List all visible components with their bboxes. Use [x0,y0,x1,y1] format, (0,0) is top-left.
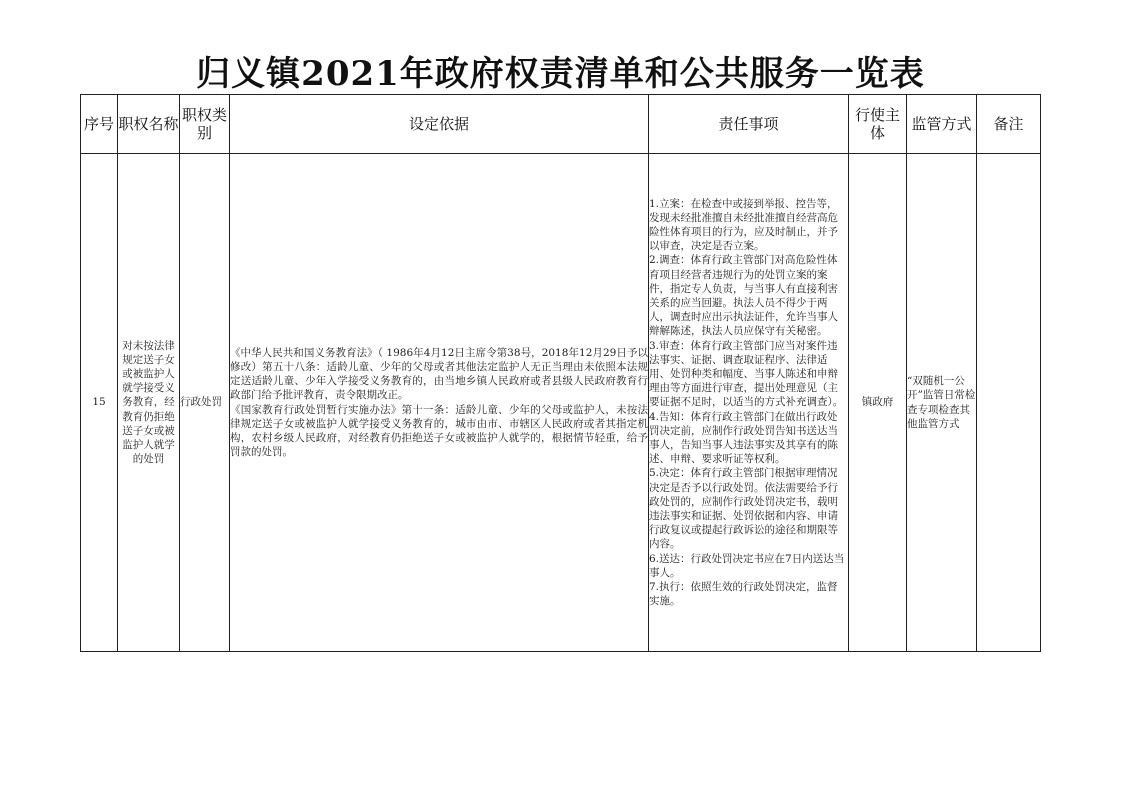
header-remark: 备注 [977,95,1041,154]
table-row [81,154,1041,652]
header-supervision: 监管方式 [907,95,977,154]
page-title: 归义镇2021年政府权责清单和公共服务一览表 [196,54,925,94]
responsibility-item: 1.立案：在检查中或接到举报、控告等，发现未经批准擅自未经批准擅自经营高危险性体育项目的行为，应及时制止，并予以审查，决定是否立案。 [649,197,838,253]
basis-paragraph: 《中华人民共和国义务教育法》（ 1986年4月12日主席令第38号，2018年12月29日予以修改）第五十八条：适龄儿童、少年的父母或者其他法定监护人无正当理由未依照本法规定送适龄儿童、少年入学接受义务教育的，由当地乡镇人民政府或者县级人民政府教育行政部门给予批评教育，责令限期改正。 [230,346,648,402]
cell-remark [977,154,1041,652]
header-name: 职权名称 [118,95,180,154]
responsibility-item: 4.告知：体育行政主管部门在做出行政处罚决定前，应制作行政处罚告知书送达当事人，告知当事人违法事实及其享有的陈述、申辩、要求听证等权利。 [649,410,838,466]
responsibility-item: 5.决定：体育行政主管部门根据审理情况决定是否予以行政处罚。依法需要给予行政处罚的，应制作行政处罚决定书，载明违法事实和证据、处罚依据和内容、申请行政复议或提起行政诉讼的途径和期限等内容。 [649,467,838,551]
cell-responsibility [649,154,849,652]
responsibility-item: 3.审查：体育行政主管部门应当对案件违法事实、证据、调查取证程序、法律适用、处罚种类和幅度、当事人陈述和申辩理由等方面进行审查，提出处理意见（主要证据不足时，以适当的方式补充调查）。 [649,339,844,409]
authority-table [80,94,1041,652]
cell-supervision: “双随机一公开”监管日常检查专项检查其他监管方式 [907,154,977,652]
header-responsibility: 责任事项 [649,95,849,154]
table-header-row [81,95,1041,154]
responsibility-item: 6.送达：行政处罚决定书应在7日内送达当事人。 [649,552,845,579]
header-category: 职权类别 [180,95,230,154]
header-seq: 序号 [81,95,118,154]
header-basis: 设定依据 [230,95,649,154]
cell-basis [230,154,649,652]
header-subject: 行使主体 [849,95,907,154]
responsibility-item: 2.调查：体育行政主管部门对高危险性体育项目经营者违规行为的处罚立案的案件，指定专人负责，与当事人有直接利害关系的应当回避。执法人员不得少于两人，调查时应出示执法证件，允许当事人辩解陈述，执法人员应保守有关秘密。 [649,254,838,338]
cell-seq: 15 [81,154,118,652]
responsibility-item: 7.执行：依照生效的行政处罚决定，监督实施。 [649,581,838,608]
basis-paragraph: 《国家教育行政处罚暂行实施办法》第十一条：适龄儿童、少年的父母或监护人，未按法律规定送子女或被监护人就学接受义务教育的，城市由市、市辖区人民政府或者其指定机构，农村乡级人民政府，对经教育仍拒绝送子女或被监护人就学的，根据情节轻重，给予罚款的处罚。 [230,403,648,459]
cell-authority-name: 对未按法律规定送子女或被监护人就学接受义务教育，经教育仍拒绝送子女或被监护人就学的处罚 [118,154,180,652]
cell-subject: 镇政府 [849,154,907,652]
cell-authority-category: 行政处罚 [180,154,230,652]
